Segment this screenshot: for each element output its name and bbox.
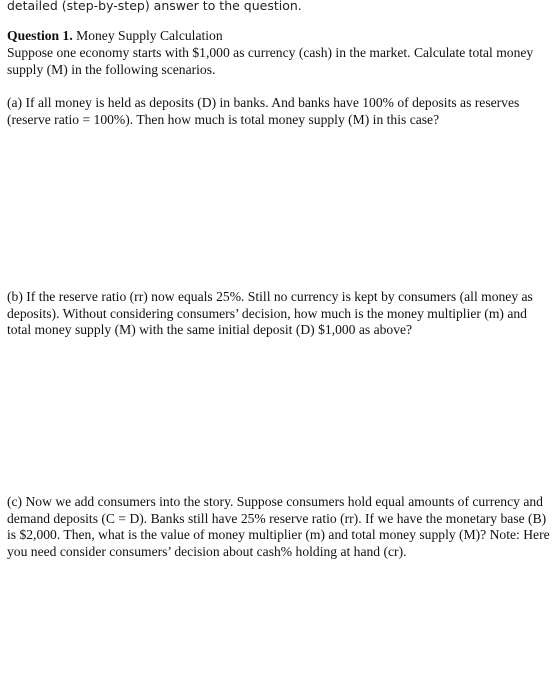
question-heading <box>7 28 552 45</box>
intro-line: detailed (step-by-step) answer to the question. <box>7 0 302 13</box>
part-a-text: (a) If all money is held as deposits (D) in banks. And banks have 100% of deposits as reserves (reserve ratio = 100%). Then how much is total money supply (M) in this case? <box>7 95 520 127</box>
part-b-text: (b) If the reserve ratio (rr) now equals 25%. Still no currency is kept by consumers (all money as deposits). Without considering consumers’ decision, how much is the money multiplier (m) and total money supply (M) with the same initial deposit (D) $1,000 as above? <box>7 289 533 337</box>
question-statement: Suppose one economy starts with $1,000 as currency (cash) in the market. Calculate total money supply (M) in the following scenarios. <box>7 45 534 77</box>
part-c-text: (c) Now we add consumers into the story. Suppose consumers hold equal amounts of currency and demand deposits (C = D). Banks still have 25% reserve ratio (rr). If we have the monetary base (B) is $2,000. Then, what is the value of money multiplier (m) and total money supply (M)? Note: Here you need consider consumers’ decision about cash% holding at hand (cr). <box>7 494 550 559</box>
question-number: Question 1. <box>7 28 73 43</box>
question-title: Money Supply Calculation <box>76 28 223 43</box>
